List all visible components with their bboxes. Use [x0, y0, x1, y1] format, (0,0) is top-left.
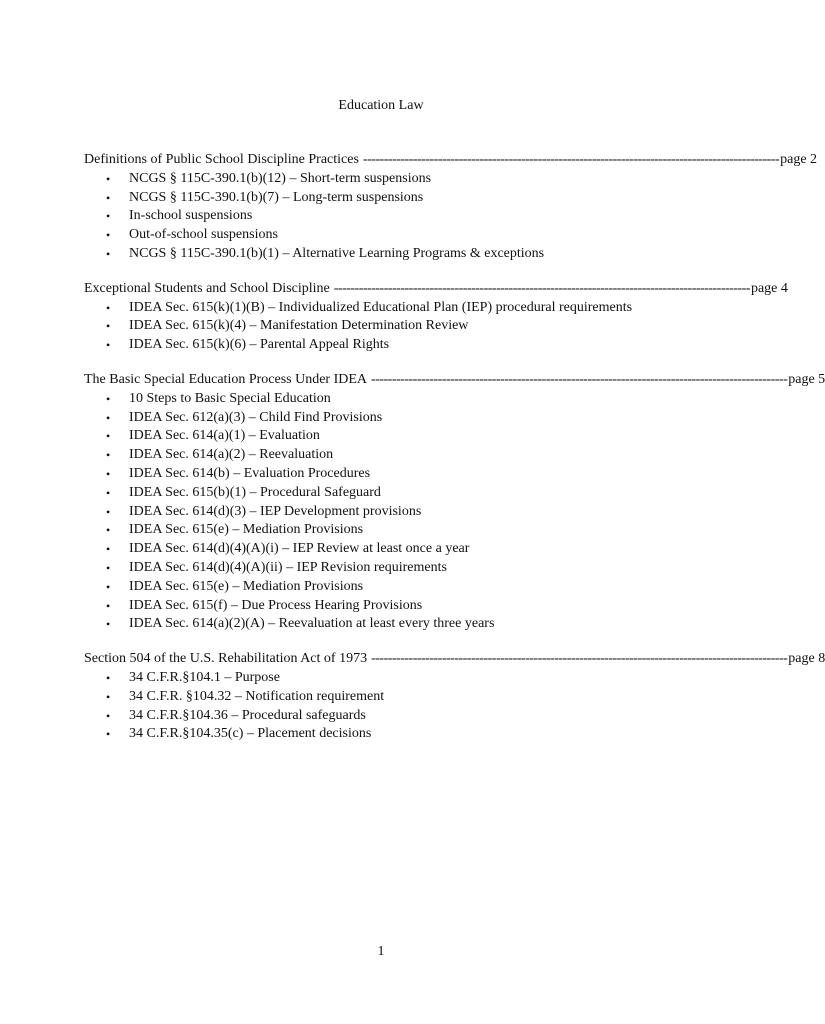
bullet-icon: • — [106, 300, 111, 315]
section-item-list — [84, 390, 678, 634]
list-item — [84, 427, 678, 446]
list-item — [84, 189, 678, 208]
bullet-icon: • — [106, 598, 111, 613]
toc-section-heading — [84, 371, 825, 390]
bullet-icon: • — [106, 579, 111, 594]
page-reference: page 4 — [750, 280, 788, 296]
list-item-text: IDEA Sec. 614(a)(2)(A) – Reevaluation at least every three years — [129, 616, 495, 632]
toc-section — [84, 650, 825, 744]
list-item — [84, 170, 678, 189]
list-item-text: IDEA Sec. 612(a)(3) – Child Find Provisions — [129, 409, 383, 425]
bullet-icon: • — [106, 448, 111, 463]
list-item-text: IDEA Sec. 615(k)(1)(B) – Individualized Educational Plan (IEP) procedural requirements — [129, 299, 633, 315]
bullet-icon: • — [106, 410, 111, 425]
list-item-text: NCGS § 115C-390.1(b)(7) – Long-term suspensions — [129, 189, 424, 205]
list-item — [84, 336, 678, 355]
list-item-text: IDEA Sec. 615(k)(4) – Manifestation Determination Review — [129, 318, 469, 334]
toc-section-heading — [84, 151, 818, 170]
list-item-text: 10 Steps to Basic Special Education — [129, 390, 331, 406]
leader-dashes: ---------------------------------------------------------------------------------------------------- — [362, 152, 780, 167]
list-item — [84, 226, 678, 245]
leader-dashes: ---------------------------------------------------------------------------------------------------- — [371, 371, 788, 387]
list-item-text: IDEA Sec. 615(f) – Due Process Hearing Provisions — [129, 597, 423, 613]
list-item — [84, 317, 678, 336]
bullet-icon: • — [106, 338, 111, 353]
page-reference: page 8 — [788, 651, 825, 667]
list-item — [84, 446, 678, 465]
list-item-text: 34 C.F.R.§104.1 – Purpose — [129, 669, 280, 685]
bullet-icon: • — [106, 228, 111, 243]
list-item — [84, 615, 678, 634]
bullet-icon: • — [106, 542, 111, 557]
list-item — [84, 299, 678, 318]
list-item-text: IDEA Sec. 615(k)(6) – Parental Appeal Rights — [129, 337, 390, 353]
list-item-text: IDEA Sec. 615(b)(1) – Procedural Safeguard — [129, 484, 381, 500]
list-item-text: IDEA Sec. 615(e) – Mediation Provisions — [129, 578, 364, 594]
bullet-icon: • — [106, 689, 111, 704]
list-item — [84, 503, 678, 522]
bullet-icon: • — [106, 171, 111, 186]
list-item — [84, 707, 678, 726]
list-item-text: NCGS § 115C-390.1(b)(1) – Alternative Learning Programs & exceptions — [129, 245, 545, 261]
list-item — [84, 559, 678, 578]
table-of-contents — [84, 151, 825, 760]
list-item-text: IDEA Sec. 614(a)(1) – Evaluation — [129, 428, 320, 444]
list-item-text: IDEA Sec. 614(b) – Evaluation Procedures — [129, 465, 371, 481]
bullet-icon: • — [106, 190, 111, 205]
list-item — [84, 540, 678, 559]
bullet-icon: • — [106, 504, 111, 519]
list-item — [84, 484, 678, 503]
section-item-list — [84, 170, 678, 264]
list-item — [84, 688, 678, 707]
bullet-icon: • — [106, 319, 111, 334]
list-item — [84, 725, 678, 744]
bullet-icon: • — [106, 485, 111, 500]
page-reference: page 5 — [788, 371, 825, 387]
list-item-text: IDEA Sec. 614(d)(4)(A)(i) – IEP Review at least once a year — [129, 541, 470, 557]
toc-section — [84, 371, 825, 634]
bullet-icon: • — [106, 670, 111, 685]
list-item-text: IDEA Sec. 614(d)(4)(A)(ii) – IEP Revision requirements — [129, 559, 447, 575]
list-item-text: IDEA Sec. 614(d)(3) – IEP Development provisions — [129, 503, 422, 519]
bullet-icon: • — [106, 246, 111, 261]
bullet-icon: • — [106, 391, 111, 406]
bullet-icon: • — [106, 560, 111, 575]
page-reference: page 2 — [780, 152, 818, 167]
toc-section — [84, 280, 788, 355]
bullet-icon: • — [106, 708, 111, 723]
bullet-icon: • — [106, 523, 111, 538]
section-item-list — [84, 669, 678, 744]
section-title: Definitions of Public School Discipline Practices — [84, 152, 359, 167]
list-item — [84, 578, 678, 597]
bullet-icon: • — [106, 209, 111, 224]
list-item-text: Out-of-school suspensions — [129, 227, 278, 243]
list-item — [84, 521, 678, 540]
list-item — [84, 390, 678, 409]
section-title: Section 504 of the U.S. Rehabilitation Act of 1973 — [84, 651, 368, 667]
list-item-text: 34 C.F.R.§104.35(c) – Placement decisions — [129, 726, 372, 742]
list-item — [84, 597, 678, 616]
toc-section-heading — [84, 280, 788, 299]
list-item-text: IDEA Sec. 615(e) – Mediation Provisions — [129, 522, 364, 538]
section-item-list — [84, 299, 678, 355]
list-item — [84, 669, 678, 688]
section-title: Exceptional Students and School Discipline — [84, 280, 330, 296]
bullet-icon: • — [106, 727, 111, 742]
document-title: Education Law — [338, 98, 424, 113]
list-item-text: NCGS § 115C-390.1(b)(12) – Short-term suspensions — [129, 170, 432, 186]
list-item-text: 34 C.F.R.§104.36 – Procedural safeguards — [129, 707, 366, 723]
list-item — [84, 207, 678, 226]
list-item — [84, 245, 678, 264]
list-item-text: IDEA Sec. 614(a)(2) – Reevaluation — [129, 447, 334, 463]
toc-section — [84, 151, 818, 264]
bullet-icon: • — [106, 429, 111, 444]
toc-section-heading — [84, 650, 825, 669]
list-item-text: 34 C.F.R. §104.32 – Notification requirement — [129, 688, 385, 704]
leader-dashes: ---------------------------------------------------------------------------------------------------- — [333, 280, 750, 296]
page-number: 1 — [377, 944, 385, 959]
list-item — [84, 409, 678, 428]
leader-dashes: ---------------------------------------------------------------------------------------------------- — [371, 651, 788, 667]
bullet-icon: • — [106, 466, 111, 481]
section-title: The Basic Special Education Process Under IDEA — [84, 371, 368, 387]
list-item-text: In-school suspensions — [129, 208, 253, 224]
list-item — [84, 465, 678, 484]
bullet-icon: • — [106, 617, 111, 632]
